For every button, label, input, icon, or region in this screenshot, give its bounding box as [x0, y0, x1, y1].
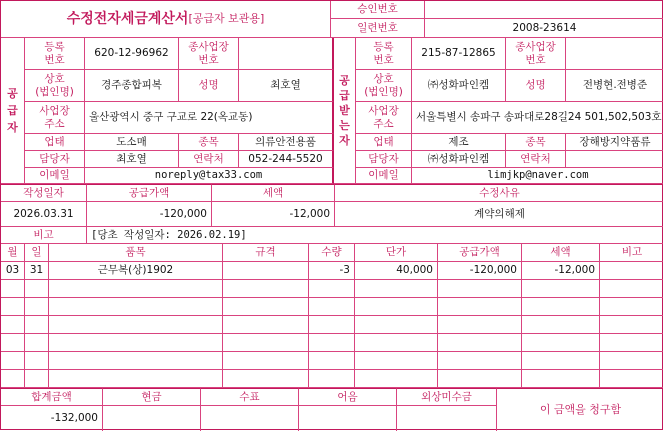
- item-month-cell: [1, 370, 25, 388]
- item-supply-cell: [438, 370, 522, 388]
- item-qty-cell: [309, 352, 355, 370]
- item-qty-cell: [309, 280, 355, 298]
- check-label: 수표: [201, 388, 299, 406]
- items-header-spec: 규격: [223, 244, 309, 262]
- supplier-side-char: 공: [7, 87, 18, 100]
- supplier-addr-label: 사업장 주소: [25, 102, 85, 134]
- item-qty-cell: [309, 298, 355, 316]
- supplier-side-char: 급: [7, 104, 18, 117]
- buyer-name-label: 상호 (법인명): [356, 70, 412, 102]
- check-amount: [201, 406, 299, 431]
- buyer-email: limjkp@naver.com: [412, 168, 663, 184]
- buyer-side-char: 공: [339, 74, 350, 87]
- item-month-cell: [1, 334, 25, 352]
- buyer-reg-no: 215-87-12865: [412, 38, 506, 70]
- supplier-type: 도소매: [85, 134, 179, 151]
- items-header-price: 단가: [355, 244, 438, 262]
- buyer-email-label: 이메일: [356, 168, 412, 184]
- tax-amount: -12,000: [212, 202, 335, 227]
- item-qty-cell: -3: [309, 262, 355, 280]
- item-tax-cell: -12,000: [522, 262, 600, 280]
- issue-date: 2026.03.31: [1, 202, 87, 227]
- item-month-cell: [1, 298, 25, 316]
- buyer-side-char: 급: [339, 89, 350, 102]
- supplier-sub-no: [239, 38, 334, 70]
- item-day-cell: [25, 352, 49, 370]
- invoice-title-sub: [공급자 보관용]: [188, 11, 265, 25]
- items-header-tax: 세액: [522, 244, 600, 262]
- item-supply-cell: [438, 280, 522, 298]
- item-name-cell: [49, 370, 223, 388]
- buyer-addr: 서울특별시 송파구 송파대로28길24 501,502,503호: [412, 102, 663, 134]
- items-header-month: 월: [1, 244, 25, 262]
- items-header-qty: 수량: [309, 244, 355, 262]
- supply-label: 공급가액: [87, 184, 212, 202]
- item-name-cell: [49, 352, 223, 370]
- item-spec-cell: [223, 334, 309, 352]
- item-month-cell: 03: [1, 262, 25, 280]
- item-note-cell: [600, 370, 663, 388]
- items-header-name: 품목: [49, 244, 223, 262]
- reason-label: 수정사유: [335, 184, 663, 202]
- item-spec-cell: [223, 316, 309, 334]
- revision-reason: 계약의해제: [335, 202, 663, 227]
- item-note-cell: [600, 298, 663, 316]
- supplier-manager: 최호열: [85, 151, 179, 168]
- buyer-rep: 전병현.전병준: [566, 70, 663, 102]
- supplier-email-label: 이메일: [25, 168, 85, 184]
- item-note-cell: [600, 262, 663, 280]
- item-supply-cell: [438, 352, 522, 370]
- supplier-name: 경주종합피복: [85, 70, 179, 102]
- item-price-cell: [355, 316, 438, 334]
- item-tax-cell: [522, 352, 600, 370]
- item-note-cell: [600, 280, 663, 298]
- approval-value: [425, 1, 663, 19]
- item-supply-cell: [438, 316, 522, 334]
- item-name-cell: [49, 316, 223, 334]
- item-spec-cell: [223, 262, 309, 280]
- buyer-name: ㈜성화파인켐: [412, 70, 506, 102]
- total-amount: -132,000: [1, 406, 103, 431]
- supplier-name-label: 상호 (법인명): [25, 70, 85, 102]
- buyer-addr-label: 사업장 주소: [356, 102, 412, 134]
- buyer-type-label: 업태: [356, 134, 412, 151]
- item-spec-cell: [223, 298, 309, 316]
- buyer-manager: ㈜성화파인켐: [412, 151, 506, 168]
- item-tax-cell: [522, 298, 600, 316]
- supplier-side-char: 자: [7, 121, 18, 134]
- approval-label: 승인번호: [331, 1, 425, 19]
- buyer-rep-label: 성명: [506, 70, 566, 102]
- item-day-cell: [25, 334, 49, 352]
- items-header-supply: 공급가액: [438, 244, 522, 262]
- items-header-note: 비고: [600, 244, 663, 262]
- buyer-side-char: 자: [339, 134, 350, 147]
- item-qty-cell: [309, 370, 355, 388]
- item-price-cell: [355, 280, 438, 298]
- note-value: [당초 작성일자: 2026.02.19]: [87, 227, 663, 244]
- supply-amount: -120,000: [87, 202, 212, 227]
- item-tax-cell: [522, 370, 600, 388]
- buyer-item: 장해방지약품류: [566, 134, 663, 151]
- item-tax-cell: [522, 280, 600, 298]
- item-supply-cell: -120,000: [438, 262, 522, 280]
- item-price-cell: [355, 352, 438, 370]
- buyer-side-char: 는: [339, 119, 350, 132]
- item-price-cell: [355, 370, 438, 388]
- note-label: 비고: [1, 227, 87, 244]
- buyer-item-label: 종목: [506, 134, 566, 151]
- claim-text: 이 금액을 청구함: [497, 388, 663, 431]
- serial-value: 2008-23614: [425, 19, 663, 38]
- item-name-cell: [49, 280, 223, 298]
- buyer-phone-label: 연락처: [506, 151, 566, 168]
- item-month-cell: [1, 352, 25, 370]
- credit-label: 외상미수금: [397, 388, 497, 406]
- cash-label: 현금: [103, 388, 201, 406]
- item-month-cell: [1, 280, 25, 298]
- item-supply-cell: [438, 334, 522, 352]
- buyer-sub-no: [566, 38, 663, 70]
- supplier-sub-label: 종사업장 번호: [179, 38, 239, 70]
- supplier-rep: 최호열: [239, 70, 334, 102]
- buyer-type: 제조: [412, 134, 506, 151]
- item-spec-cell: [223, 370, 309, 388]
- item-qty-cell: [309, 334, 355, 352]
- item-day-cell: [25, 298, 49, 316]
- total-label: 합계금액: [1, 388, 103, 406]
- item-price-cell: [355, 334, 438, 352]
- item-day-cell: 31: [25, 262, 49, 280]
- supplier-manager-label: 담당자: [25, 151, 85, 168]
- invoice-title: [1, 1, 331, 38]
- supplier-reg-label: 등록 번호: [25, 38, 85, 70]
- item-note-cell: [600, 316, 663, 334]
- supplier-type-label: 업태: [25, 134, 85, 151]
- buyer-sub-label: 종사업장 번호: [506, 38, 566, 70]
- buyer-phone: [566, 151, 663, 168]
- credit-amount: [397, 406, 497, 431]
- supplier-reg-no: 620-12-96962: [85, 38, 179, 70]
- item-price-cell: 40,000: [355, 262, 438, 280]
- item-month-cell: [1, 316, 25, 334]
- item-spec-cell: [223, 352, 309, 370]
- item-day-cell: [25, 280, 49, 298]
- buyer-manager-label: 담당자: [356, 151, 412, 168]
- item-name-cell: [49, 298, 223, 316]
- supplier-side-label: [1, 38, 25, 184]
- cash-amount: [103, 406, 201, 431]
- bill-label: 어음: [299, 388, 397, 406]
- supplier-email: noreply@tax33.com: [85, 168, 334, 184]
- date-label: 작성일자: [1, 184, 87, 202]
- item-note-cell: [600, 334, 663, 352]
- items-header-day: 일: [25, 244, 49, 262]
- item-spec-cell: [223, 280, 309, 298]
- item-day-cell: [25, 316, 49, 334]
- supplier-phone-label: 연락처: [179, 151, 239, 168]
- item-note-cell: [600, 352, 663, 370]
- supplier-item: 의류안전용품: [239, 134, 334, 151]
- item-name-cell: [49, 334, 223, 352]
- item-day-cell: [25, 370, 49, 388]
- buyer-side-char: 받: [339, 104, 350, 117]
- supplier-rep-label: 성명: [179, 70, 239, 102]
- supplier-addr: 울산광역시 중구 구교로 22(옥교동): [85, 102, 334, 134]
- buyer-reg-label: 등록 번호: [356, 38, 412, 70]
- supplier-item-label: 종목: [179, 134, 239, 151]
- item-tax-cell: [522, 334, 600, 352]
- item-price-cell: [355, 298, 438, 316]
- supplier-phone: 052-244-5520: [239, 151, 334, 168]
- bill-amount: [299, 406, 397, 431]
- invoice-title-text: 수정전자세금계산서: [66, 10, 189, 27]
- item-qty-cell: [309, 316, 355, 334]
- item-name-cell: 근무복(상)1902: [49, 262, 223, 280]
- serial-label: 일련번호: [331, 19, 425, 38]
- item-supply-cell: [438, 298, 522, 316]
- tax-label: 세액: [212, 184, 335, 202]
- item-tax-cell: [522, 316, 600, 334]
- buyer-side-label: [334, 38, 356, 184]
